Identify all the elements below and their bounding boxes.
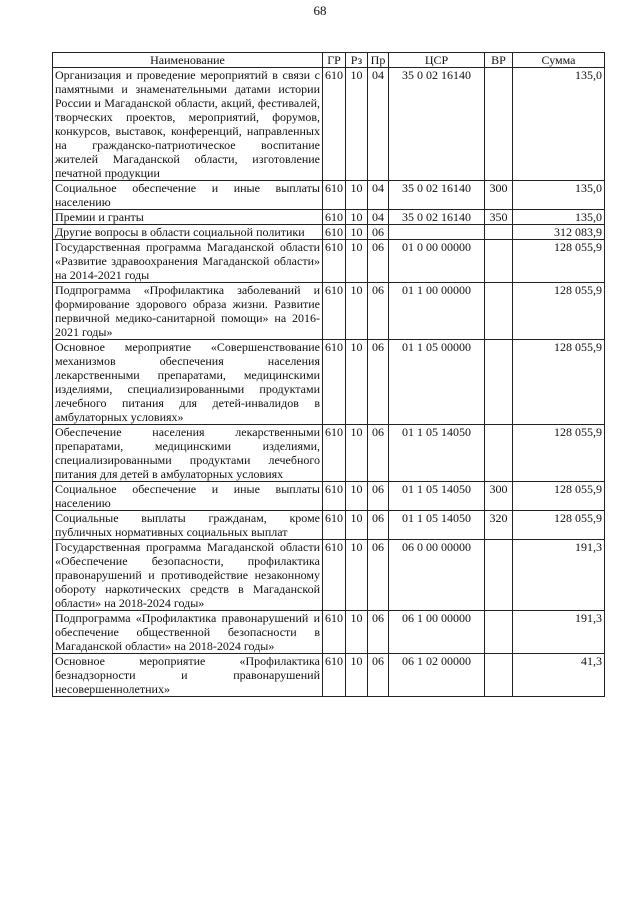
row-rz-cell: 10 [346,540,368,611]
row-sum-cell: 128 055,9 [513,340,605,425]
row-sum-cell: 128 055,9 [513,425,605,482]
column-header-sum: Сумма [513,53,605,68]
row-sum-cell: 135,0 [513,210,605,225]
row-vr-cell: 320 [485,511,513,540]
column-header-gr: ГР [323,53,346,68]
row-csr-cell: 01 1 05 14050 [389,425,485,482]
row-pr-cell: 06 [368,482,389,511]
row-gr-cell: 610 [323,511,346,540]
row-vr-cell [485,340,513,425]
row-sum-cell: 135,0 [513,181,605,210]
row-name-cell: Организация и проведение мероприятий в связи с памятными и знаменательными датами истории России и Магаданской области, акций, фестивалей, творческих проектов, мероприятий, форумов, конкурсов, выставок, конференций, направленных на гражданско-патриотическое воспитание жителей Магаданской области, изготовление печатной продукции [53,68,323,181]
row-name-cell: Другие вопросы в области социальной политики [53,225,323,240]
table-row [53,511,605,540]
row-name-cell: Социальное обеспечение и иные выплаты населению [53,482,323,511]
header-row [53,53,605,68]
row-sum-cell: 41,3 [513,654,605,697]
row-pr-cell: 06 [368,225,389,240]
row-pr-cell: 06 [368,654,389,697]
row-csr-cell: 01 0 00 00000 [389,240,485,283]
column-header-name: Наименование [53,53,323,68]
row-gr-cell: 610 [323,210,346,225]
row-gr-cell: 610 [323,654,346,697]
row-name-cell: Государственная программа Магаданской области «Развитие здравоохранения Магаданской области» на 2014-2021 годы [53,240,323,283]
row-rz-cell: 10 [346,210,368,225]
table-row [53,240,605,283]
row-gr-cell: 610 [323,482,346,511]
row-name-cell: Основное мероприятие «Совершенствование механизмов обеспечения населения лекарственными препаратами, медицинскими изделиями, специализированными продуктами лечебного питания для детей-инвалидов в амбулаторных условиях» [53,340,323,425]
row-csr-cell: 35 0 02 16140 [389,68,485,181]
row-pr-cell: 06 [368,340,389,425]
row-rz-cell: 10 [346,68,368,181]
row-gr-cell: 610 [323,283,346,340]
row-pr-cell: 04 [368,68,389,181]
row-pr-cell: 06 [368,240,389,283]
row-vr-cell [485,425,513,482]
row-name-cell: Социальные выплаты гражданам, кроме публичных нормативных социальных выплат [53,511,323,540]
budget-table [52,52,605,697]
row-rz-cell: 10 [346,340,368,425]
row-name-cell: Подпрограмма «Профилактика заболеваний и формирование здорового образа жизни. Развитие первичной медико-санитарной помощи» на 2016-2021 годы» [53,283,323,340]
row-csr-cell: 06 0 00 00000 [389,540,485,611]
table-row [53,540,605,611]
table-row [53,283,605,340]
row-csr-cell: 35 0 02 16140 [389,210,485,225]
row-sum-cell: 128 055,9 [513,283,605,340]
row-name-cell: Социальное обеспечение и иные выплаты населению [53,181,323,210]
column-header-rz: Рз [346,53,368,68]
row-rz-cell: 10 [346,654,368,697]
row-sum-cell: 128 055,9 [513,511,605,540]
row-csr-cell: 01 1 05 14050 [389,482,485,511]
row-gr-cell: 610 [323,68,346,181]
table-row [53,181,605,210]
row-name-cell: Премии и гранты [53,210,323,225]
row-pr-cell: 06 [368,540,389,611]
row-pr-cell: 04 [368,210,389,225]
row-vr-cell [485,611,513,654]
row-name-cell: Обеспечение населения лекарственными препаратами, медицинскими изделиями, специализированными продуктами лечебного питания для детей в амбулаторных условиях [53,425,323,482]
row-gr-cell: 610 [323,540,346,611]
row-sum-cell: 312 083,9 [513,225,605,240]
row-csr-cell: 01 1 00 00000 [389,283,485,340]
row-vr-cell [485,68,513,181]
column-header-csr: ЦСР [389,53,485,68]
row-pr-cell: 06 [368,283,389,340]
row-name-cell: Подпрограмма «Профилактика правонарушений и обеспечение общественной безопасности в Магаданской области» на 2018-2024 годы» [53,611,323,654]
row-rz-cell: 10 [346,511,368,540]
row-csr-cell: 01 1 05 00000 [389,340,485,425]
row-name-cell: Основное мероприятие «Профилактика безнадзорности и правонарушений несовершеннолетних» [53,654,323,697]
row-gr-cell: 610 [323,181,346,210]
row-rz-cell: 10 [346,181,368,210]
row-name-cell: Государственная программа Магаданской области «Обеспечение безопасности, профилактика правонарушений и противодействие незаконному обороту наркотических средств в Магаданской области» на 2018-2024 годы» [53,540,323,611]
row-sum-cell: 191,3 [513,611,605,654]
row-pr-cell: 06 [368,511,389,540]
row-rz-cell: 10 [346,283,368,340]
table-row [53,225,605,240]
row-csr-cell: 06 1 02 00000 [389,654,485,697]
row-csr-cell [389,225,485,240]
row-sum-cell: 135,0 [513,68,605,181]
row-sum-cell: 191,3 [513,540,605,611]
table-row [53,340,605,425]
row-vr-cell [485,283,513,340]
row-gr-cell: 610 [323,225,346,240]
row-gr-cell: 610 [323,611,346,654]
row-rz-cell: 10 [346,611,368,654]
row-rz-cell: 10 [346,240,368,283]
row-gr-cell: 610 [323,425,346,482]
row-vr-cell: 300 [485,482,513,511]
row-rz-cell: 10 [346,225,368,240]
table-row [53,210,605,225]
row-csr-cell: 06 1 00 00000 [389,611,485,654]
row-csr-cell: 01 1 05 14050 [389,511,485,540]
table-row [53,68,605,181]
row-gr-cell: 610 [323,340,346,425]
row-pr-cell: 06 [368,425,389,482]
row-pr-cell: 04 [368,181,389,210]
row-gr-cell: 610 [323,240,346,283]
row-rz-cell: 10 [346,425,368,482]
table-row [53,482,605,511]
table-row [53,611,605,654]
row-vr-cell: 350 [485,210,513,225]
table-row [53,425,605,482]
row-vr-cell [485,540,513,611]
row-pr-cell: 06 [368,611,389,654]
row-rz-cell: 10 [346,482,368,511]
column-header-pr: Пр [368,53,389,68]
row-vr-cell [485,654,513,697]
row-sum-cell: 128 055,9 [513,482,605,511]
row-vr-cell: 300 [485,181,513,210]
row-sum-cell: 128 055,9 [513,240,605,283]
row-vr-cell [485,240,513,283]
column-header-vr: ВР [485,53,513,68]
page-number: 68 [313,3,327,18]
table-row [53,654,605,697]
row-vr-cell [485,225,513,240]
row-csr-cell: 35 0 02 16140 [389,181,485,210]
